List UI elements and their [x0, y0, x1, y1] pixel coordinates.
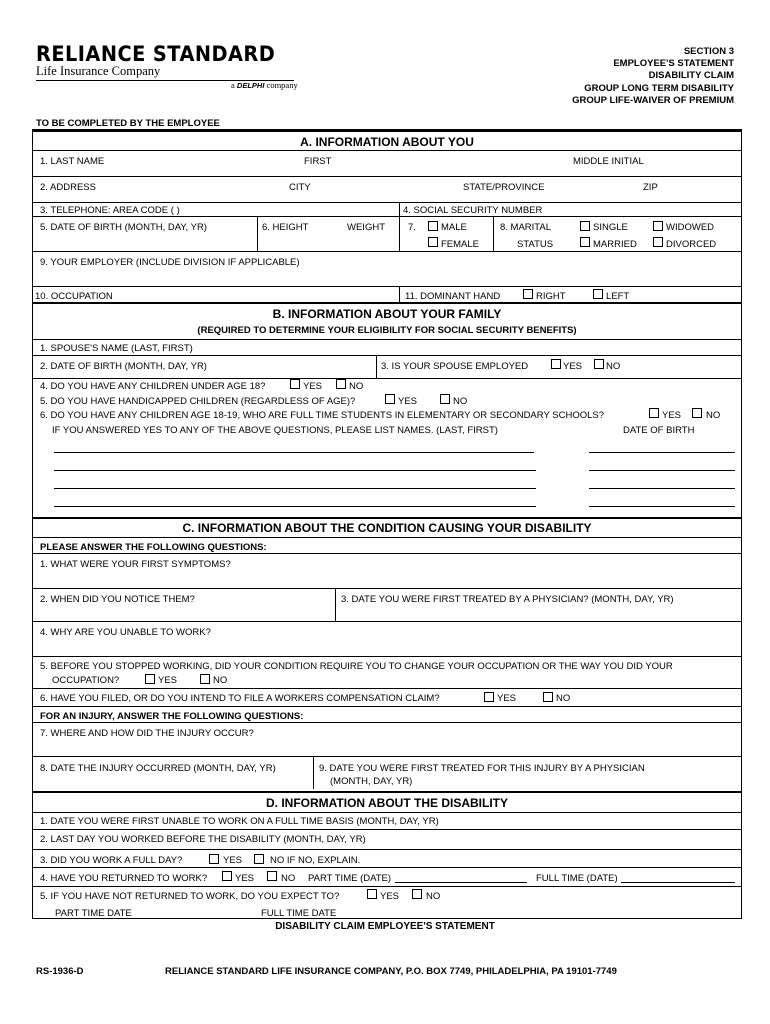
delphi-tagline: a DELPHI company [231, 80, 298, 90]
no-label: NO [349, 381, 364, 392]
change-occupation-no-checkbox[interactable] [200, 674, 210, 684]
full-day-no-checkbox[interactable] [254, 854, 264, 864]
single-checkbox[interactable] [580, 221, 590, 231]
divorced-checkbox[interactable] [653, 237, 663, 247]
child-name-line[interactable] [54, 470, 536, 471]
injury-treated-date-field[interactable]: 9. DATE YOU WERE FIRST TREATED FOR THIS INJURY BY A PHYSICIAN [319, 763, 645, 774]
female-label: FEMALE [441, 239, 480, 250]
part-time-date-line[interactable] [395, 882, 527, 883]
state-field[interactable]: STATE/PROVINCE [463, 182, 545, 193]
child-dob-line[interactable] [589, 506, 735, 507]
children-under-18-yes-checkbox[interactable] [290, 379, 300, 389]
unable-to-work-field[interactable]: 4. WHY ARE YOU UNABLE TO WORK? [40, 627, 211, 638]
company-logo: RELIANCE STANDARD [36, 42, 276, 66]
zip-field[interactable]: ZIP [643, 182, 658, 193]
expect-return-no-checkbox[interactable] [412, 889, 422, 899]
right-hand-label: RIGHT [536, 291, 566, 302]
female-checkbox[interactable] [428, 237, 438, 247]
expect-to-return-label: 5. IF YOU HAVE NOT RETURNED TO WORK, DO YOU EXPECT TO? [40, 891, 340, 902]
expected-part-time-date-field[interactable]: PART TIME DATE [55, 908, 132, 919]
injury-location-field[interactable]: 7. WHERE AND HOW DID THE INJURY OCCUR? [40, 728, 254, 739]
child-dob-line[interactable] [589, 452, 735, 453]
widowed-label: WIDOWED [666, 222, 715, 233]
date-of-birth-field[interactable]: 5. DATE OF BIRTH (MONTH, DAY, YR) [40, 222, 207, 233]
student-children-yes-checkbox[interactable] [649, 408, 659, 418]
handicapped-children-no-checkbox[interactable] [440, 394, 450, 404]
yes-label: YES [662, 410, 682, 421]
form-number: RS-1936-D [36, 966, 84, 977]
spouse-employed-label: 3. IS YOUR SPOUSE EMPLOYED [381, 361, 529, 372]
expect-return-yes-checkbox[interactable] [367, 889, 377, 899]
male-label: MALE [441, 222, 467, 233]
yes-label: YES [303, 381, 323, 392]
divorced-label: DIVORCED [666, 239, 717, 250]
section-c-title: C. INFORMATION ABOUT THE CONDITION CAUSING YOUR DISABILITY [182, 521, 592, 535]
yes-label: YES [223, 855, 243, 866]
married-label: MARRIED [593, 239, 637, 250]
full-day-yes-checkbox[interactable] [209, 854, 219, 864]
yes-label: YES [497, 693, 517, 704]
children-under-18-no-checkbox[interactable] [336, 379, 346, 389]
header-line: GROUP LONG TERM DISABILITY [584, 82, 734, 94]
spouse-employed-no-checkbox[interactable] [594, 359, 604, 369]
telephone-field[interactable]: 3. TELEPHONE: AREA CODE ( ) [40, 205, 180, 216]
date-of-birth-label: DATE OF BIRTH [623, 425, 695, 436]
child-name-line[interactable] [54, 488, 536, 489]
male-checkbox[interactable] [428, 221, 438, 231]
footer-title: DISABILITY CLAIM EMPLOYEE'S STATEMENT [275, 921, 495, 932]
employer-field[interactable]: 9. YOUR EMPLOYER (INCLUDE DIVISION IF APPLICABLE) [40, 257, 300, 268]
workers-comp-yes-checkbox[interactable] [484, 692, 494, 702]
ssn-field[interactable]: 4. SOCIAL SECURITY NUMBER [403, 205, 543, 216]
dominant-hand-label: 11. DOMINANT HAND [405, 291, 501, 302]
children-under-18-label: 4. DO YOU HAVE ANY CHILDREN UNDER AGE 18? [40, 381, 266, 392]
returned-yes-checkbox[interactable] [222, 871, 232, 881]
right-hand-checkbox[interactable] [523, 289, 533, 299]
yes-label: YES [380, 891, 400, 902]
married-checkbox[interactable] [580, 237, 590, 247]
marital-status-label: STATUS [517, 239, 554, 250]
middle-initial-field[interactable]: MIDDLE INITIAL [573, 156, 644, 167]
section-b-subtitle: (REQUIRED TO DETERMINE YOUR ELIGIBILITY FOR SOCIAL SECURITY BENEFITS) [197, 325, 577, 336]
last-day-worked-field[interactable]: 2. LAST DAY YOU WORKED BEFORE THE DISABILITY (MONTH, DAY, YR) [40, 834, 366, 845]
left-hand-checkbox[interactable] [593, 289, 603, 299]
city-field[interactable]: CITY [289, 182, 311, 193]
student-children-label: 6. DO YOU HAVE ANY CHILDREN AGE 18-19, WHO ARE FULL TIME STUDENTS IN ELEMENTARY OR SECONDARY SCHOOLS? [40, 410, 604, 421]
yes-label: YES [398, 396, 418, 407]
child-name-line[interactable] [54, 452, 534, 453]
yes-label: YES [158, 675, 178, 686]
first-symptoms-field[interactable]: 1. WHAT WERE YOUR FIRST SYMPTOMS? [40, 559, 231, 570]
child-name-line[interactable] [54, 506, 536, 507]
yes-label: YES [563, 361, 583, 372]
noticed-symptoms-field[interactable]: 2. WHEN DID YOU NOTICE THEM? [40, 594, 195, 605]
section-a-title: A. INFORMATION ABOUT YOU [300, 135, 474, 149]
yes-label: YES [235, 873, 255, 884]
list-names-label: IF YOU ANSWERED YES TO ANY OF THE ABOVE QUESTIONS, PLEASE LIST NAMES. (LAST, FIRST) [52, 425, 498, 436]
expected-full-time-date-field[interactable]: FULL TIME DATE [261, 908, 337, 919]
handicapped-children-label: 5. DO YOU HAVE HANDICAPPED CHILDREN (REGARDLESS OF AGE)? [40, 396, 356, 407]
address-field[interactable]: 2. ADDRESS [40, 182, 96, 193]
header-line: EMPLOYEE'S STATEMENT [613, 58, 734, 70]
form-section-header [572, 46, 734, 107]
no-label: NO [453, 396, 468, 407]
header-line: GROUP LIFE-WAIVER OF PREMIUM [572, 94, 734, 106]
section-b-title: B. INFORMATION ABOUT YOUR FAMILY [272, 307, 502, 321]
child-dob-line[interactable] [589, 488, 735, 489]
injury-questions-label: FOR AN INJURY, ANSWER THE FOLLOWING QUESTIONS: [40, 711, 304, 722]
no-label: NO [426, 891, 441, 902]
widowed-checkbox[interactable] [653, 221, 663, 231]
no-label: NO [606, 361, 621, 372]
workers-comp-label: 6. HAVE YOU FILED, OR DO YOU INTEND TO FILE A WORKERS COMPENSATION CLAIM? [40, 693, 440, 704]
company-logo-subtitle: Life Insurance Company [36, 64, 161, 78]
spouse-dob-field[interactable]: 2. DATE OF BIRTH (MONTH, DAY, YR) [40, 361, 207, 372]
occupation-field[interactable]: 10. OCCUPATION [35, 291, 113, 302]
first-name-field[interactable]: FIRST [304, 156, 332, 167]
no-label: NO [706, 410, 721, 421]
returned-to-work-label: 4. HAVE YOU RETURNED TO WORK? [40, 873, 208, 884]
child-dob-line[interactable] [589, 470, 735, 471]
to-be-completed-label: TO BE COMPLETED BY THE EMPLOYEE [36, 118, 220, 129]
part-time-date-label: PART TIME (DATE) [308, 873, 392, 884]
spouse-name-field[interactable]: 1. SPOUSE'S NAME (LAST, FIRST) [40, 343, 193, 354]
change-occupation-label: 5. BEFORE YOU STOPPED WORKING, DID YOUR CONDITION REQUIRE YOU TO CHANGE YOUR OCCUPATION OR THE WAY YOU DID YOUR [40, 661, 673, 672]
change-occupation-yes-checkbox[interactable] [145, 674, 155, 684]
no-label: NO [281, 873, 296, 884]
single-label: SINGLE [593, 222, 628, 233]
no-label: NO [213, 675, 228, 686]
weight-field[interactable]: WEIGHT [347, 222, 385, 233]
company-address: RELIANCE STANDARD LIFE INSURANCE COMPANY, P.O. BOX 7749, PHILADELPHIA, PA 19101-7749 [165, 966, 617, 977]
returned-no-checkbox[interactable] [267, 871, 277, 881]
employee-statement-form [32, 129, 742, 919]
change-occupation-label-cont: OCCUPATION? [52, 675, 120, 686]
height-field[interactable]: 6. HEIGHT [262, 222, 309, 233]
gender-label: 7. [408, 222, 416, 233]
full-time-date-label: FULL TIME (DATE) [536, 873, 618, 884]
last-name-field[interactable]: 1. LAST NAME [40, 156, 105, 167]
first-unable-date-field[interactable]: 1. DATE YOU WERE FIRST UNABLE TO WORK ON A FULL TIME BASIS (MONTH, DAY, YR) [40, 816, 439, 827]
worked-full-day-label: 3. DID YOU WORK A FULL DAY? [40, 855, 183, 866]
section-d-title: D. INFORMATION ABOUT THE DISABILITY [266, 796, 508, 810]
spouse-employed-yes-checkbox[interactable] [551, 359, 561, 369]
full-day-no-explain-label: NO IF NO, EXPLAIN. [270, 855, 361, 866]
handicapped-children-yes-checkbox[interactable] [385, 394, 395, 404]
left-hand-label: LEFT [606, 291, 630, 302]
header-line: SECTION 3 [683, 46, 734, 57]
workers-comp-no-checkbox[interactable] [543, 692, 553, 702]
student-children-no-checkbox[interactable] [692, 408, 702, 418]
no-label: NO [556, 693, 571, 704]
injury-date-field[interactable]: 8. DATE THE INJURY OCCURRED (MONTH, DAY, YR) [40, 763, 276, 774]
marital-label: 8. MARITAL [500, 222, 552, 233]
header-line: DISABILITY CLAIM [648, 70, 734, 82]
full-time-date-line[interactable] [621, 882, 735, 883]
please-answer-label: PLEASE ANSWER THE FOLLOWING QUESTIONS: [40, 542, 267, 553]
injury-treated-date-format: (MONTH, DAY, YR) [330, 776, 413, 787]
first-treated-date-field[interactable]: 3. DATE YOU WERE FIRST TREATED BY A PHYSICIAN? (MONTH, DAY, YR) [341, 594, 674, 605]
